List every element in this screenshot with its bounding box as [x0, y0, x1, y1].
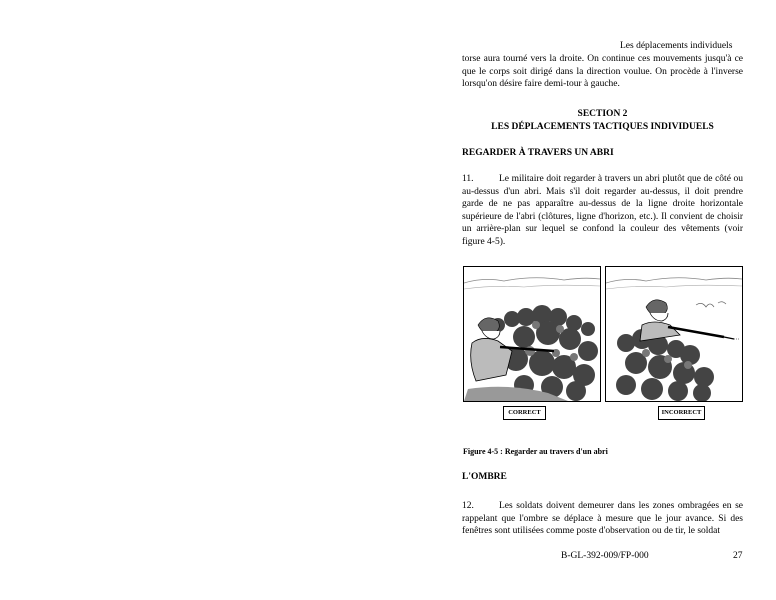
paragraph-text: Le militaire doit regarder à travers un abri plutôt que de côté ou au-dessus d'un abri. Mais s'il doit regarder au-dessus, il doit prendre garde de ne pas apparaître au-dessus de la ligne droite horizontale supérieure de l'abri (clôtures, ligne d'horizon, etc.). Il convient de choisir un arrière-plan sur lequel se confond la couleur des vêtements (voir figure 4-5). [462, 174, 743, 247]
figure-caption: Figure 4-5 : Regarder au travers d'un abri [463, 447, 608, 456]
subsection-heading-ombre: L'OMBRE [462, 472, 507, 482]
section-number: SECTION 2 [577, 109, 628, 119]
subsection-heading-abri: REGARDER À TRAVERS UN ABRI [462, 148, 614, 158]
section-title: LES DÉPLACEMENTS TACTIQUES INDIVIDUELS [491, 121, 714, 132]
paragraph-12 [462, 500, 743, 538]
incorrect-illustration [606, 267, 742, 401]
section-heading [462, 108, 743, 133]
page-number: 27 [733, 551, 743, 561]
correct-illustration [464, 267, 600, 401]
figure-panel-incorrect [605, 266, 743, 402]
correct-label: CORRECT [503, 406, 546, 420]
intro-paragraph: torse aura tourné vers la droite. On continue ces mouvements jusqu'à ce que le corps soit dirigé dans la direction voulue. On procède à l'inverse lorsqu'on désire faire demi-tour à gauche. [462, 54, 743, 90]
paragraph-11 [462, 173, 743, 249]
running-header: Les déplacements individuels [620, 41, 733, 51]
paragraph-number: 12. [462, 501, 474, 511]
incorrect-label: INCORRECT [658, 406, 705, 420]
figure-panel-correct [463, 266, 601, 402]
document-id: B-GL-392-009/FP-000 [561, 551, 649, 561]
paragraph-text: Les soldats doivent demeurer dans les zones ombragées en se rappelant que l'ombre se déplace à mesure que le jour avance. Si des fenêtres sont utilisées comme poste d'observation ou de tir, le soldat [462, 501, 743, 537]
paragraph-number: 11. [462, 174, 474, 184]
